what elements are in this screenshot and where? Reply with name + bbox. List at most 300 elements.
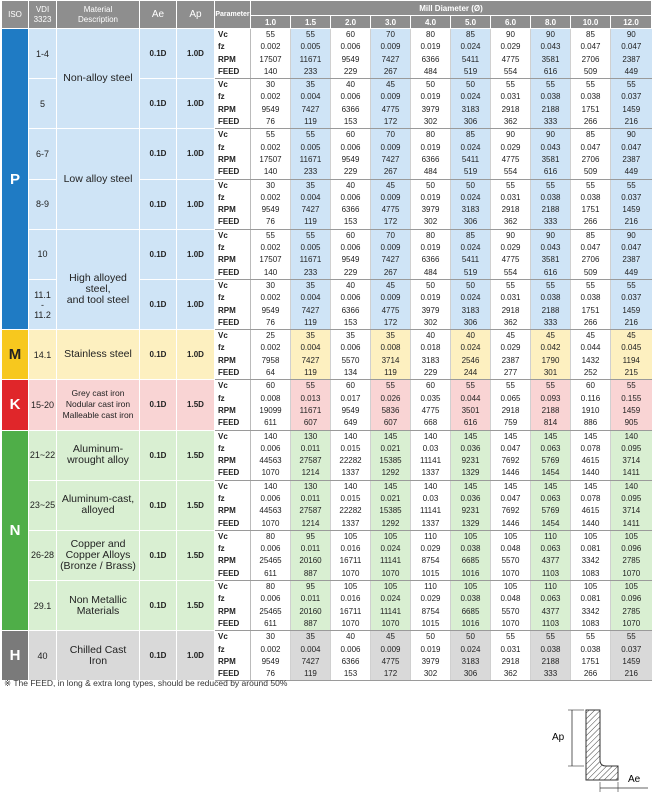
value-cell: 76 bbox=[251, 216, 291, 229]
value-cell: 229 bbox=[331, 267, 371, 280]
value-cell: 15385 bbox=[371, 455, 411, 467]
value-cell: 11671 bbox=[291, 54, 331, 66]
value-cell: 60 bbox=[331, 129, 371, 142]
value-cell: 0.037 bbox=[611, 644, 652, 656]
value-cell: 1751 bbox=[571, 204, 611, 216]
value-cell: 0.019 bbox=[411, 292, 451, 304]
value-cell: 3714 bbox=[611, 505, 652, 517]
value-cell: 0.031 bbox=[491, 91, 531, 103]
value-cell: 1214 bbox=[291, 467, 331, 480]
value-cell: 55 bbox=[251, 29, 291, 42]
value-cell: 0.029 bbox=[491, 342, 531, 354]
value-cell: 0.016 bbox=[331, 593, 371, 605]
value-cell: 607 bbox=[291, 417, 331, 430]
value-cell: 1015 bbox=[411, 568, 451, 581]
value-cell: 2188 bbox=[531, 204, 571, 216]
value-cell: 519 bbox=[451, 267, 491, 280]
value-cell: 0.006 bbox=[251, 493, 291, 505]
header-diameter-5: 5.0 bbox=[451, 16, 491, 29]
value-cell: 3714 bbox=[611, 455, 652, 467]
value-cell: 9231 bbox=[451, 505, 491, 517]
value-cell: 616 bbox=[531, 66, 571, 79]
value-cell: 153 bbox=[331, 216, 371, 229]
value-cell: 1910 bbox=[571, 405, 611, 417]
value-cell: 1083 bbox=[571, 568, 611, 581]
value-cell: 140 bbox=[251, 166, 291, 179]
value-cell: 110 bbox=[411, 581, 451, 594]
header-ap: Ap bbox=[177, 1, 215, 29]
value-cell: 0.002 bbox=[251, 342, 291, 354]
value-cell: 11141 bbox=[411, 455, 451, 467]
value-cell: 0.006 bbox=[331, 242, 371, 254]
value-cell: 0.021 bbox=[371, 493, 411, 505]
value-cell: 0.048 bbox=[491, 543, 531, 555]
value-cell: 2188 bbox=[531, 656, 571, 668]
value-cell: 0.011 bbox=[291, 493, 331, 505]
ae-value: 0.1D bbox=[140, 279, 177, 329]
parameter-label: RPM bbox=[215, 254, 251, 266]
value-cell: 1083 bbox=[571, 618, 611, 631]
value-cell: 90 bbox=[611, 29, 652, 42]
value-cell: 887 bbox=[291, 568, 331, 581]
value-cell: 153 bbox=[331, 317, 371, 330]
value-cell: 105 bbox=[611, 530, 652, 543]
value-cell: 1751 bbox=[571, 104, 611, 116]
value-cell: 0.021 bbox=[371, 443, 411, 455]
value-cell: 6685 bbox=[451, 606, 491, 618]
value-cell: 2785 bbox=[611, 606, 652, 618]
value-cell: 0.024 bbox=[451, 91, 491, 103]
value-cell: 0.095 bbox=[611, 443, 652, 455]
value-cell: 1016 bbox=[451, 618, 491, 631]
value-cell: 5411 bbox=[451, 254, 491, 266]
value-cell: 0.047 bbox=[611, 41, 652, 53]
ap-value: 1.0D bbox=[177, 330, 215, 380]
value-cell: 55 bbox=[491, 279, 531, 292]
value-cell: 2188 bbox=[531, 305, 571, 317]
value-cell: 266 bbox=[571, 317, 611, 330]
value-cell: 229 bbox=[411, 367, 451, 380]
value-cell: 5769 bbox=[531, 455, 571, 467]
value-cell: 3979 bbox=[411, 656, 451, 668]
material-description: Chilled Cast Iron bbox=[57, 631, 140, 681]
value-cell: 362 bbox=[491, 317, 531, 330]
value-cell: 76 bbox=[251, 116, 291, 129]
value-cell: 302 bbox=[411, 317, 451, 330]
value-cell: 110 bbox=[531, 581, 571, 594]
value-cell: 216 bbox=[611, 668, 652, 681]
ap-ae-diagram bbox=[548, 700, 652, 800]
value-cell: 306 bbox=[451, 668, 491, 681]
value-cell: 0.004 bbox=[291, 342, 331, 354]
ae-value: 0.1D bbox=[140, 631, 177, 681]
value-cell: 0.009 bbox=[371, 292, 411, 304]
value-cell: 0.006 bbox=[331, 342, 371, 354]
value-cell: 362 bbox=[491, 668, 531, 681]
value-cell: 0.047 bbox=[611, 142, 652, 154]
value-cell: 140 bbox=[331, 480, 371, 493]
value-cell: 105 bbox=[611, 581, 652, 594]
value-cell: 9231 bbox=[451, 455, 491, 467]
parameter-label: fz bbox=[215, 342, 251, 354]
value-cell: 6366 bbox=[411, 154, 451, 166]
parameter-label: Vc bbox=[215, 380, 251, 393]
value-cell: 55 bbox=[611, 380, 652, 393]
value-cell: 8754 bbox=[411, 555, 451, 567]
value-cell: 3183 bbox=[411, 355, 451, 367]
value-cell: 140 bbox=[251, 480, 291, 493]
value-cell: 0.035 bbox=[411, 393, 451, 405]
value-cell: 7427 bbox=[291, 204, 331, 216]
value-cell: 1070 bbox=[331, 618, 371, 631]
ap-value: 1.0D bbox=[177, 229, 215, 279]
value-cell: 1751 bbox=[571, 305, 611, 317]
value-cell: 0.018 bbox=[411, 342, 451, 354]
value-cell: 90 bbox=[611, 229, 652, 242]
value-cell: 0.081 bbox=[571, 543, 611, 555]
value-cell: 4775 bbox=[371, 305, 411, 317]
value-cell: 55 bbox=[491, 79, 531, 92]
value-cell: 45 bbox=[571, 330, 611, 343]
value-cell: 25 bbox=[251, 330, 291, 343]
parameter-label: FEED bbox=[215, 668, 251, 681]
value-cell: 4377 bbox=[531, 606, 571, 618]
value-cell: 3979 bbox=[411, 204, 451, 216]
value-cell: 2918 bbox=[491, 104, 531, 116]
value-cell: 0.017 bbox=[331, 393, 371, 405]
value-cell: 153 bbox=[331, 116, 371, 129]
value-cell: 814 bbox=[531, 417, 571, 430]
cutting-data-table bbox=[1, 0, 652, 681]
value-cell: 55 bbox=[571, 279, 611, 292]
value-cell: 4775 bbox=[411, 405, 451, 417]
value-cell: 55 bbox=[531, 279, 571, 292]
parameter-label: Vc bbox=[215, 229, 251, 242]
value-cell: 0.037 bbox=[611, 292, 652, 304]
value-cell: 1070 bbox=[611, 618, 652, 631]
parameter-label: RPM bbox=[215, 555, 251, 567]
value-cell: 4377 bbox=[531, 555, 571, 567]
value-cell: 3581 bbox=[531, 54, 571, 66]
value-cell: 3342 bbox=[571, 606, 611, 618]
value-cell: 905 bbox=[611, 417, 652, 430]
value-cell: 35 bbox=[331, 330, 371, 343]
value-cell: 145 bbox=[531, 430, 571, 443]
value-cell: 1016 bbox=[451, 568, 491, 581]
value-cell: 145 bbox=[571, 480, 611, 493]
value-cell: 55 bbox=[571, 631, 611, 644]
value-cell: 3183 bbox=[451, 104, 491, 116]
value-cell: 1070 bbox=[251, 467, 291, 480]
value-cell: 0.047 bbox=[571, 41, 611, 53]
value-cell: 0.037 bbox=[611, 192, 652, 204]
value-cell: 7427 bbox=[371, 54, 411, 66]
value-cell: 22282 bbox=[331, 505, 371, 517]
value-cell: 1070 bbox=[371, 568, 411, 581]
value-cell: 0.047 bbox=[491, 443, 531, 455]
value-cell: 0.063 bbox=[531, 493, 571, 505]
value-cell: 362 bbox=[491, 116, 531, 129]
value-cell: 4775 bbox=[371, 204, 411, 216]
value-cell: 9549 bbox=[331, 405, 371, 417]
value-cell: 0.019 bbox=[411, 41, 451, 53]
value-cell: 1459 bbox=[611, 305, 652, 317]
value-cell: 35 bbox=[291, 79, 331, 92]
value-cell: 80 bbox=[411, 229, 451, 242]
value-cell: 1454 bbox=[531, 518, 571, 531]
value-cell: 0.002 bbox=[251, 644, 291, 656]
value-cell: 0.005 bbox=[291, 142, 331, 154]
value-cell: 1103 bbox=[531, 568, 571, 581]
value-cell: 0.011 bbox=[291, 593, 331, 605]
value-cell: 0.019 bbox=[411, 142, 451, 154]
value-cell: 9549 bbox=[331, 54, 371, 66]
header-diameter-6: 6.0 bbox=[491, 16, 531, 29]
value-cell: 0.002 bbox=[251, 41, 291, 53]
value-cell: 40 bbox=[331, 631, 371, 644]
parameter-label: RPM bbox=[215, 154, 251, 166]
value-cell: 85 bbox=[451, 29, 491, 42]
ae-value: 0.1D bbox=[140, 581, 177, 631]
value-cell: 90 bbox=[531, 129, 571, 142]
value-cell: 105 bbox=[491, 581, 531, 594]
value-cell: 19099 bbox=[251, 405, 291, 417]
value-cell: 3501 bbox=[451, 405, 491, 417]
parameter-label: RPM bbox=[215, 656, 251, 668]
value-cell: 85 bbox=[451, 129, 491, 142]
value-cell: 2918 bbox=[491, 305, 531, 317]
ap-value: 1.0D bbox=[177, 129, 215, 179]
parameter-label: FEED bbox=[215, 267, 251, 280]
value-cell: 449 bbox=[611, 66, 652, 79]
value-cell: 1070 bbox=[491, 618, 531, 631]
value-cell: 1329 bbox=[451, 467, 491, 480]
value-cell: 333 bbox=[531, 116, 571, 129]
value-cell: 607 bbox=[371, 417, 411, 430]
value-cell: 0.03 bbox=[411, 493, 451, 505]
value-cell: 55 bbox=[531, 79, 571, 92]
value-cell: 7958 bbox=[251, 355, 291, 367]
value-cell: 0.078 bbox=[571, 443, 611, 455]
parameter-label: fz bbox=[215, 644, 251, 656]
value-cell: 105 bbox=[371, 581, 411, 594]
parameter-label: FEED bbox=[215, 467, 251, 480]
value-cell: 1070 bbox=[331, 568, 371, 581]
ae-label: Ae bbox=[628, 774, 641, 785]
value-cell: 1015 bbox=[411, 618, 451, 631]
value-cell: 0.009 bbox=[371, 644, 411, 656]
value-cell: 55 bbox=[611, 279, 652, 292]
value-cell: 7427 bbox=[291, 355, 331, 367]
value-cell: 6366 bbox=[331, 104, 371, 116]
material-description: Grey cast iron Nodular cast iron Malleable cast iron bbox=[57, 380, 140, 430]
value-cell: 4775 bbox=[371, 104, 411, 116]
value-cell: 55 bbox=[571, 79, 611, 92]
value-cell: 0.002 bbox=[251, 292, 291, 304]
value-cell: 0.009 bbox=[371, 142, 411, 154]
value-cell: 0.013 bbox=[291, 393, 331, 405]
value-cell: 1070 bbox=[611, 568, 652, 581]
parameter-label: Vc bbox=[215, 129, 251, 142]
value-cell: 5836 bbox=[371, 405, 411, 417]
value-cell: 0.045 bbox=[611, 342, 652, 354]
value-cell: 6366 bbox=[331, 656, 371, 668]
value-cell: 0.031 bbox=[491, 192, 531, 204]
value-cell: 4775 bbox=[371, 656, 411, 668]
value-cell: 119 bbox=[291, 116, 331, 129]
ae-value: 0.1D bbox=[140, 530, 177, 580]
ap-value: 1.0D bbox=[177, 279, 215, 329]
value-cell: 105 bbox=[451, 530, 491, 543]
value-cell: 0.006 bbox=[331, 644, 371, 656]
value-cell: 145 bbox=[451, 430, 491, 443]
value-cell: 11141 bbox=[371, 555, 411, 567]
value-cell: 0.047 bbox=[491, 493, 531, 505]
value-cell: 5570 bbox=[491, 606, 531, 618]
value-cell: 0.024 bbox=[451, 644, 491, 656]
value-cell: 0.011 bbox=[291, 543, 331, 555]
header-diameter-0: 1.0 bbox=[251, 16, 291, 29]
value-cell: 216 bbox=[611, 216, 652, 229]
value-cell: 30 bbox=[251, 279, 291, 292]
value-cell: 0.029 bbox=[491, 41, 531, 53]
parameter-label: Vc bbox=[215, 79, 251, 92]
value-cell: 0.006 bbox=[251, 443, 291, 455]
value-cell: 22282 bbox=[331, 455, 371, 467]
value-cell: 0.019 bbox=[411, 91, 451, 103]
value-cell: 0.043 bbox=[531, 142, 571, 154]
value-cell: 4775 bbox=[491, 154, 531, 166]
ae-value: 0.1D bbox=[140, 229, 177, 279]
ap-value: 1.5D bbox=[177, 530, 215, 580]
value-cell: 20160 bbox=[291, 606, 331, 618]
value-cell: 6685 bbox=[451, 555, 491, 567]
value-cell: 0.044 bbox=[451, 393, 491, 405]
header-diameter-3: 3.0 bbox=[371, 16, 411, 29]
value-cell: 140 bbox=[411, 480, 451, 493]
value-cell: 519 bbox=[451, 166, 491, 179]
vdi-code: 23~25 bbox=[29, 480, 57, 530]
parameter-label: fz bbox=[215, 543, 251, 555]
value-cell: 759 bbox=[491, 417, 531, 430]
value-cell: 40 bbox=[331, 279, 371, 292]
value-cell: 145 bbox=[531, 480, 571, 493]
value-cell: 90 bbox=[611, 129, 652, 142]
value-cell: 0.004 bbox=[291, 644, 331, 656]
material-description: Aluminum-cast, alloyed bbox=[57, 480, 140, 530]
value-cell: 449 bbox=[611, 267, 652, 280]
iso-N: N bbox=[2, 430, 29, 631]
value-cell: 119 bbox=[291, 367, 331, 380]
value-cell: 266 bbox=[571, 116, 611, 129]
parameter-label: FEED bbox=[215, 367, 251, 380]
value-cell: 0.093 bbox=[531, 393, 571, 405]
value-cell: 5570 bbox=[331, 355, 371, 367]
parameter-label: Vc bbox=[215, 330, 251, 343]
value-cell: 0.024 bbox=[451, 242, 491, 254]
value-cell: 0.029 bbox=[411, 543, 451, 555]
value-cell: 1070 bbox=[251, 518, 291, 531]
value-cell: 1070 bbox=[491, 568, 531, 581]
value-cell: 1411 bbox=[611, 467, 652, 480]
value-cell: 886 bbox=[571, 417, 611, 430]
value-cell: 0.024 bbox=[451, 142, 491, 154]
value-cell: 0.002 bbox=[251, 242, 291, 254]
value-cell: 11671 bbox=[291, 254, 331, 266]
value-cell: 7427 bbox=[291, 104, 331, 116]
vdi-code: 1-4 bbox=[29, 29, 57, 79]
value-cell: 11671 bbox=[291, 154, 331, 166]
value-cell: 60 bbox=[411, 380, 451, 393]
ae-value: 0.1D bbox=[140, 129, 177, 179]
value-cell: 333 bbox=[531, 216, 571, 229]
value-cell: 0.024 bbox=[371, 593, 411, 605]
value-cell: 153 bbox=[331, 668, 371, 681]
value-cell: 40 bbox=[331, 179, 371, 192]
parameter-label: RPM bbox=[215, 606, 251, 618]
ap-value: 1.5D bbox=[177, 581, 215, 631]
value-cell: 11141 bbox=[371, 606, 411, 618]
value-cell: 1446 bbox=[491, 467, 531, 480]
value-cell: 105 bbox=[571, 581, 611, 594]
value-cell: 35 bbox=[291, 179, 331, 192]
value-cell: 484 bbox=[411, 267, 451, 280]
value-cell: 0.063 bbox=[531, 543, 571, 555]
value-cell: 1214 bbox=[291, 518, 331, 531]
value-cell: 0.038 bbox=[531, 192, 571, 204]
value-cell: 45 bbox=[371, 279, 411, 292]
value-cell: 55 bbox=[251, 229, 291, 242]
value-cell: 90 bbox=[531, 29, 571, 42]
value-cell: 0.036 bbox=[451, 493, 491, 505]
value-cell: 7427 bbox=[371, 154, 411, 166]
value-cell: 64 bbox=[251, 367, 291, 380]
parameter-label: fz bbox=[215, 91, 251, 103]
header-mill-diameter: Mill Diameter (Ø) bbox=[251, 1, 652, 16]
value-cell: 0.081 bbox=[571, 593, 611, 605]
ae-value: 0.1D bbox=[140, 430, 177, 480]
value-cell: 0.008 bbox=[371, 342, 411, 354]
vdi-code: 29.1 bbox=[29, 581, 57, 631]
value-cell: 3183 bbox=[451, 305, 491, 317]
value-cell: 0.024 bbox=[371, 543, 411, 555]
value-cell: 140 bbox=[611, 480, 652, 493]
value-cell: 1790 bbox=[531, 355, 571, 367]
parameter-label: RPM bbox=[215, 405, 251, 417]
value-cell: 172 bbox=[371, 317, 411, 330]
value-cell: 6366 bbox=[411, 54, 451, 66]
parameter-label: Vc bbox=[215, 29, 251, 42]
value-cell: 0.037 bbox=[611, 91, 652, 103]
value-cell: 3183 bbox=[451, 656, 491, 668]
value-cell: 0.038 bbox=[571, 91, 611, 103]
ap-value: 1.0D bbox=[177, 631, 215, 681]
value-cell: 35 bbox=[291, 330, 331, 343]
value-cell: 0.031 bbox=[491, 644, 531, 656]
value-cell: 0.006 bbox=[251, 593, 291, 605]
value-cell: 105 bbox=[331, 530, 371, 543]
value-cell: 6366 bbox=[411, 254, 451, 266]
ae-value: 0.1D bbox=[140, 480, 177, 530]
value-cell: 4615 bbox=[571, 455, 611, 467]
value-cell: 0.002 bbox=[251, 192, 291, 204]
value-cell: 3979 bbox=[411, 305, 451, 317]
value-cell: 145 bbox=[371, 480, 411, 493]
parameter-label: Vc bbox=[215, 179, 251, 192]
value-cell: 30 bbox=[251, 79, 291, 92]
value-cell: 145 bbox=[451, 480, 491, 493]
value-cell: 1070 bbox=[371, 618, 411, 631]
